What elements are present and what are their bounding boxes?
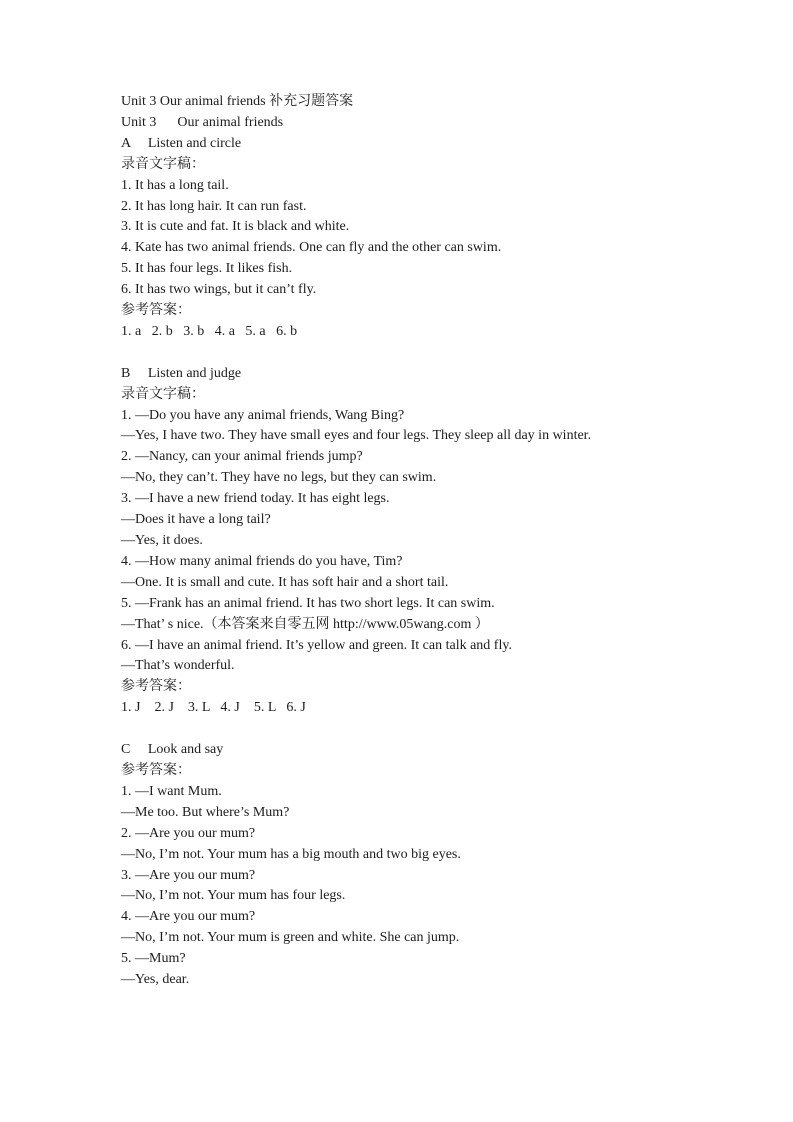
doc-line: 2. —Are you our mum? — [121, 825, 256, 841]
doc-line: 1. —Do you have any animal friends, Wang Bing? — [121, 407, 405, 423]
doc-line: 5. —Frank has an animal friend. It has two short legs. It can swim. — [121, 595, 495, 611]
doc-line: —No, they can’t. They have no legs, but they can swim. — [121, 470, 437, 486]
doc-line: —Me too. But where’s Mum? — [121, 804, 290, 820]
section-a-heading: A Listen and circle — [121, 135, 242, 151]
doc-line: 录音文字稿： — [121, 386, 205, 402]
doc-line: 3. —Are you our mum? — [121, 867, 256, 883]
doc-line: —Yes, I have two. They have small eyes and four legs. They sleep all day in winter. — [121, 428, 592, 444]
doc-line: 5. —Mum? — [121, 951, 186, 967]
doc-line: 2. —Nancy, can your animal friends jump? — [121, 449, 363, 465]
document-page — [121, 92, 751, 991]
doc-line: 4. Kate has two animal friends. One can fly and the other can swim. — [121, 240, 502, 256]
blank-line — [121, 719, 751, 740]
doc-line: 录音文字稿： — [121, 156, 205, 172]
doc-line: 1. —I want Mum. — [121, 783, 222, 799]
doc-subtitle: Unit 3 Our animal friends — [121, 114, 284, 130]
doc-line: 1. a 2. b 3. b 4. a 5. a 6. b — [121, 323, 298, 339]
doc-line: 3. —I have a new friend today. It has eight legs. — [121, 491, 390, 507]
doc-line: —Does it have a long tail? — [121, 512, 271, 528]
blank-line — [121, 343, 751, 364]
doc-line: —No, I’m not. Your mum is green and white. She can jump. — [121, 930, 460, 946]
doc-line: —Yes, it does. — [121, 533, 203, 549]
doc-line: 参考答案： — [121, 303, 191, 319]
doc-title: Unit 3 Our animal friends 补充习题答案 — [121, 94, 354, 109]
doc-line: —One. It is small and cute. It has soft hair and a short tail. — [121, 574, 449, 590]
doc-line: 1. It has a long tail. — [121, 177, 229, 193]
doc-line: 4. —Are you our mum? — [121, 909, 256, 925]
doc-line: —No, I’m not. Your mum has a big mouth and two big eyes. — [121, 846, 461, 862]
doc-line: 2. It has long hair. It can run fast. — [121, 198, 307, 214]
doc-line: 6. —I have an animal friend. It’s yellow and green. It can talk and fly. — [121, 637, 512, 653]
doc-line: 5. It has four legs. It likes fish. — [121, 261, 293, 277]
section-b-heading: B Listen and judge — [121, 365, 242, 381]
doc-line: —No, I’m not. Your mum has four legs. — [121, 888, 346, 904]
doc-line: 参考答案： — [121, 679, 191, 695]
doc-line: —That’s wonderful. — [121, 658, 235, 674]
doc-line: 6. It has two wings, but it can’t fly. — [121, 282, 317, 298]
section-c-heading: C Look and say — [121, 742, 224, 758]
doc-line: 4. —How many animal friends do you have, Tim? — [121, 553, 403, 569]
doc-line: —That’ s nice.（本答案来自零五网 http://www.05wang.com ） — [121, 616, 489, 632]
doc-line: 3. It is cute and fat. It is black and white. — [121, 219, 350, 235]
doc-sections — [121, 134, 751, 991]
doc-line: 参考答案： — [121, 762, 191, 778]
doc-line: 1. J 2. J 3. L 4. J 5. L 6. J — [121, 700, 306, 716]
doc-line: —Yes, dear. — [121, 972, 190, 988]
